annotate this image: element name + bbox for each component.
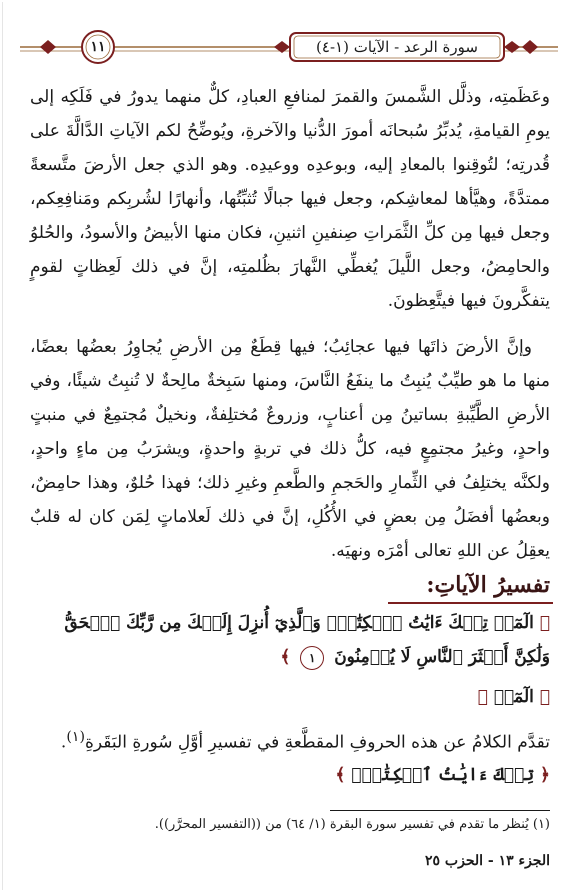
section-title: تفسيرُ الآياتِ: (426, 572, 550, 598)
footnote-divider (330, 810, 550, 811)
paragraph-2: وإنَّ الأرضَ ذاتَها فيها عجائِبُ؛ فيها قِطَعٌ مِن الأرضِ يُجاوِرُ بعضُها بعضًا، منها ما هو طيِّبٌ يُنبِتُ ما ينفَعُ النَّاسَ، ومنها سَبِخةٌ مالِحةٌ لا تُنبِتُ شيئًا، وفي الأرضِ الطَّيِّبةِ بساتينُ مِن أعنابٍ، وزروعٌ مُختلِفةٌ، ونخيلٌ مُجتمِعٌ في منبتٍ واحدٍ، وغيرُ مجتمِعٍ فيه، كلُّ ذلك في تربةٍ واحدةٍ، ويشرَبُ مِن ماءٍ واحدٍ، ولكنَّه يختلِفُ في الثِّمارِ والحَجمِ والطَّعمِ وغيرِ ذلك؛ فهذا حُلوٌ، وهذا حامِضٌ، وبعضُها أفضَلُ مِن بعضٍ في الأُكُلِ، إنَّ في ذلك لَعلاماتٍ لِمَن كان له قلبٌ يعقِلُ عن اللهِ تعالى أمْرَه ونهيَه. (30, 337, 550, 561)
verse-3-open-bracket: ﴿ (540, 765, 550, 785)
verse-1-text: الٓمٓرۚ تِلۡكَ ءَايَٰتُ ٱلۡكِتَٰبِۗ وَٱلَّذِيٓ أُنزِلَ إِلَيۡكَ مِن رَّبِّكَ ٱلۡحَقُّ وَلَٰكِنَّ أَكۡثَرَ ٱلنَّاسِ لَا يُؤۡمِنُونَ (64, 613, 550, 667)
page-number: ١١ (90, 39, 106, 55)
commentary-text: تقدَّم الكلامُ عن هذه الحروفِ المقطَّعةِ في تفسيرِ أوَّلِ سُورةِ البَقَرةِ (85, 732, 550, 753)
verse-2-text: الٓمٓرۚ (493, 687, 534, 707)
main-text (30, 80, 550, 568)
footnote: (١) يُنظر ما تقدم في تفسير سورة البقرة (١/ ٦٤) من ((التفسير المحرَّر)). (154, 817, 550, 832)
verse-2-close-bracket: ﴾ (477, 687, 488, 707)
verse-1 (30, 606, 550, 674)
surah-title: سورة الرعد - الآيات (١-٤) (316, 38, 478, 56)
verse-2-open-bracket: ﴿ (539, 687, 550, 707)
verse-3 (30, 758, 550, 792)
verse-close-bracket: ﴾ (280, 647, 291, 667)
verse-number-marker: ١ (300, 646, 324, 670)
verse-2 (30, 680, 550, 714)
footnote-ref: (١) (66, 729, 85, 745)
section-title-underline (388, 602, 553, 604)
verse-3-text: تِلۡكَ ءَايَٰتُ ٱلۡكِتَٰبِۗ (351, 765, 535, 785)
verse-open-bracket: ﴿ (539, 613, 550, 633)
verse-3-close-bracket: ﴾ (335, 765, 346, 785)
page-footer: الجزء ١٣ - الحزب ٢٥ (425, 853, 550, 869)
commentary-line: تقدَّم الكلامُ عن هذه الحروفِ المقطَّعةِ في تفسيرِ أوَّلِ سُورةِ البَقَرةِ$^{(١)}$. (60, 729, 550, 753)
page-header (20, 28, 558, 66)
paragraph-1: وعَظَمتِه، وذلَّل الشَّمسَ والقمرَ لمنافعِ العبادِ، كلٌّ منهما يدورُ في فَلَكِه إلى يومِ القيامةِ، يُدبِّرُ سُبحانَه أمورَ الدُّنيا والآخرةِ، ويُوضِّحُ لكم الآياتِ الدَّالَّةَ على قُدرتِه؛ لتُوقِنوا بالمعادِ إليه، وبوعدِه ووعيدِه. وهو الذي جعل الأرضَ متَّسعةً ممتدَّةً، وهيَّأها لمعاشِكم، وجعل فيها جبالًا تُثبِّتُها، وأنهارًا لشُربِكم ومَنافِعِكم، وجعل فيها مِن كلِّ الثَّمَراتِ صِنفينِ اثنينِ، فكان منها الأبيضُ والأسودُ، والحُلوُ والحامِضُ، وجعل اللَّيلَ يُغطِّي النَّهارَ بظُلمتِه، إنَّ في ذلك لَعِظاتٍ لقومٍ يتفكَّرونَ فيها فيتَّعِظونَ. (30, 87, 550, 311)
